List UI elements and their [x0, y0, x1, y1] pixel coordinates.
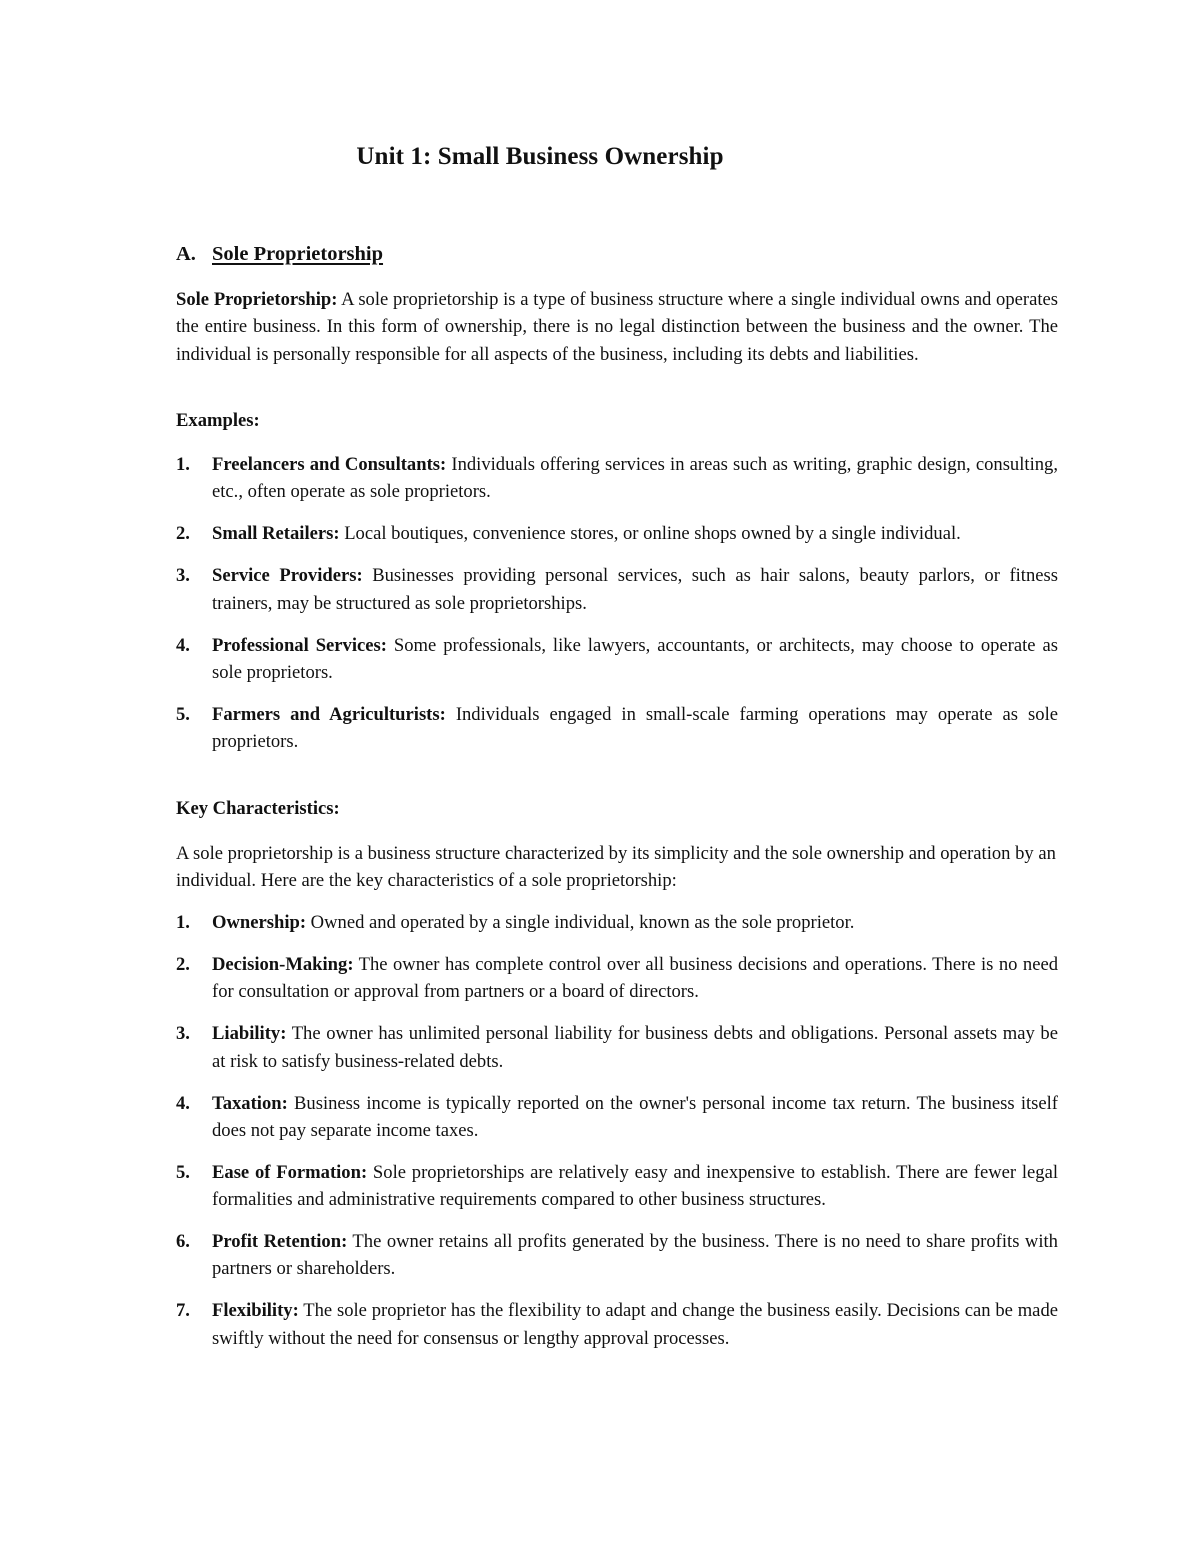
list-item: [176, 1090, 1058, 1145]
definition-text: A sole proprietorship is a type of business structure where a single individual owns and operates the entire business. In this form of ownership, there is no legal distinction between the business and the owner. The individual is personally responsible for all aspects of the business, including its debts and liabilities.: [176, 289, 1058, 365]
definition-term: Sole Proprietorship:: [176, 289, 338, 310]
list-number: 5.: [176, 703, 190, 725]
list-number: 3.: [176, 1023, 190, 1045]
section-heading: [176, 243, 383, 266]
item-term: Profit Retention:: [212, 1231, 348, 1253]
item-term: Service Providers:: [212, 565, 363, 587]
item-term: Decision-Making:: [212, 953, 354, 975]
list-item: [176, 1228, 1058, 1283]
item-text: Individuals offering services in areas such as writing, graphic design, consulting, etc., often operate as sole proprietors.: [212, 454, 1058, 503]
list-number: 1.: [176, 912, 190, 933]
item-text: Local boutiques, convenience stores, or online shops owned by a single individual.: [339, 523, 961, 545]
characteristics-intro: A sole proprietorship is a business structure characterized by its simplicity and the sole ownership and operation by an individual. Here are the key characteristics of a sole proprietorship:: [176, 843, 1056, 892]
item-text: The owner has unlimited personal liability for business debts and obligations. Personal assets may be at risk to satisfy business-related debts.: [212, 1023, 1058, 1072]
item-term: Ease of Formation:: [212, 1161, 368, 1183]
item-text: Businesses providing personal services, such as hair salons, beauty parlors, or fitness trainers, may be structured as sole proprietorships.: [212, 565, 1058, 614]
list-item: [176, 1297, 1058, 1352]
item-text: Individuals engaged in small-scale farming operations may operate as sole proprietors.: [212, 703, 1058, 753]
characteristics-list: [176, 909, 1058, 1367]
list-item: [176, 632, 1058, 687]
item-term: Taxation:: [212, 1092, 288, 1114]
list-item: [176, 562, 1058, 617]
section-heading-text: Sole Proprietorship: [212, 243, 384, 265]
item-text: The sole proprietor has the flexibility to adapt and change the business easily. Decisions can be made swiftly without the need for consensus or lengthy approval processes.: [212, 1300, 1058, 1349]
item-text: Business income is typically reported on the owner's personal income tax return. The business itself does not pay separate income taxes.: [212, 1092, 1058, 1141]
list-item: [176, 909, 1058, 936]
item-text: Sole proprietorships are relatively easy and inexpensive to establish. There are fewer legal formalities and administrative requirements compared to other business structures.: [212, 1161, 1058, 1211]
item-term: Flexibility:: [212, 1300, 299, 1322]
list-number: 2.: [176, 523, 190, 545]
item-term: Small Retailers:: [212, 523, 340, 545]
examples-list: [176, 451, 1058, 770]
item-term: Farmers and Agriculturists:: [212, 703, 446, 725]
list-number: 4.: [176, 634, 190, 656]
item-term: Ownership:: [212, 912, 307, 933]
item-term: Liability:: [212, 1023, 287, 1045]
section-letter: A.: [176, 243, 196, 265]
key-characteristics-heading: Key Characteristics:: [176, 798, 340, 819]
list-item: [176, 701, 1058, 756]
item-text: Some professionals, like lawyers, accountants, or architects, may choose to operate as sole proprietors.: [212, 634, 1058, 683]
list-number: 3.: [176, 565, 190, 587]
list-item: [176, 451, 1058, 506]
list-item: [176, 1020, 1058, 1075]
list-number: 5.: [176, 1161, 190, 1183]
list-item: [176, 1159, 1058, 1214]
list-number: 6.: [176, 1231, 190, 1253]
item-text: The owner retains all profits generated by the business. There is no need to share profits with partners or shareholders.: [212, 1231, 1058, 1280]
list-number: 4.: [176, 1092, 190, 1114]
list-number: 1.: [176, 454, 190, 475]
definition-paragraph: [176, 286, 1058, 368]
item-term: Freelancers and Consultants:: [212, 454, 447, 475]
item-term: Professional Services:: [212, 634, 387, 656]
list-item: [176, 951, 1058, 1006]
examples-heading: Examples:: [176, 410, 260, 431]
document-title: Unit 1: Small Business Ownership: [356, 143, 724, 170]
list-number: 7.: [176, 1300, 190, 1322]
item-text: The owner has complete control over all business decisions and operations. There is no need for consultation or approval from partners or a board of directors.: [212, 953, 1058, 1003]
list-number: 2.: [176, 953, 190, 975]
item-text: Owned and operated by a single individual, known as the sole proprietor.: [306, 912, 855, 933]
list-item: [176, 520, 1058, 547]
